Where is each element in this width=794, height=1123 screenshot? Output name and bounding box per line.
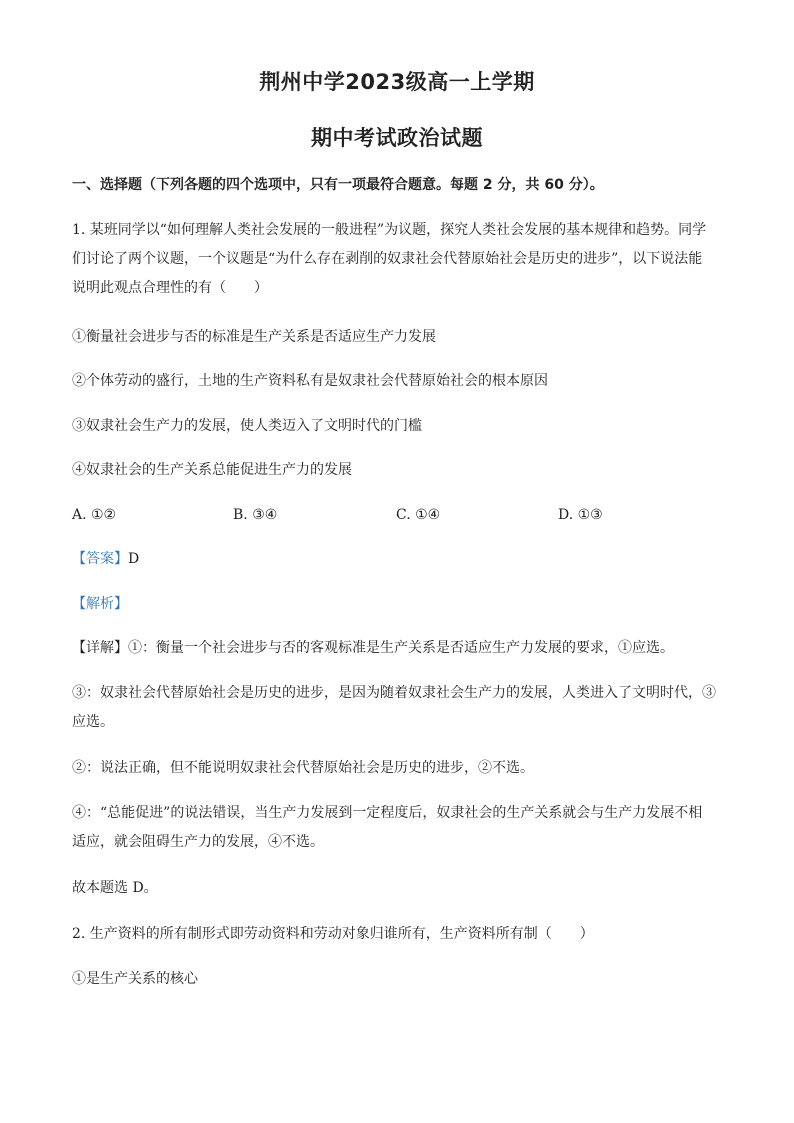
q1-stem-line1: 1. 某班同学以“如何理解人类社会发展的一般进程”为议题，探究人类社会发展的基本规律和趋势。同学 xyxy=(72,222,707,238)
q1-detail-line2a: ③：奴隶社会代替原始社会是历史的进步，是因为随着奴隶社会生产力的发展，人类进入了文明时代，③ xyxy=(72,685,716,701)
q1-option-d: D. ①③ xyxy=(558,507,603,523)
q1-detail-line1 xyxy=(72,634,724,663)
q1-option-b: B. ③④ xyxy=(233,507,278,523)
q2-statement-1: ①是生产关系的核心 xyxy=(72,971,198,987)
analysis-tag: 【解析】 xyxy=(72,596,128,612)
q1-stem-line3: 说明此观点合理性的有（ ） xyxy=(72,280,268,296)
q1-statement-1: ①衡量社会进步与否的标准是生产关系是否适应生产力发展 xyxy=(72,329,436,345)
answer-tag: 【答案】 xyxy=(72,551,128,567)
q1-detail-line3: ②：说法正确，但不能说明奴隶社会代替原始社会是历史的进步，②不选。 xyxy=(72,760,534,776)
q1-option-c: C. ①④ xyxy=(396,507,441,523)
q1-analysis-line xyxy=(72,590,724,619)
q1-detail-line4a: ④：“总能促进”的说法错误，当生产力发展到一定程度后，奴隶社会的生产关系就会与生产力发展不相 xyxy=(72,805,703,821)
q1-statement-4: ④奴隶社会的生产关系总能促进生产力的发展 xyxy=(72,462,352,478)
q1-detail-line2b: 应选。 xyxy=(72,714,114,730)
q1-stem-line2: 们讨论了两个议题，一个议题是“为什么存在剥削的奴隶社会代替原始社会是历史的进步”，以下说法能 xyxy=(72,251,703,267)
page-title-line2: 期中考试政治试题 xyxy=(311,126,483,150)
detail-text-1: ①：衡量一个社会进步与否的客观标准是生产关系是否适应生产力发展的要求，①应选。 xyxy=(128,640,674,656)
q2-stem: 2. 生产资料的所有制形式即劳动资料和劳动对象归谁所有，生产资料所有制（ ） xyxy=(72,926,594,942)
detail-tag: 【详解】 xyxy=(72,640,128,656)
q1-answer-line xyxy=(72,545,724,574)
q1-detail-line4b: 适应，就会阻碍生产力的发展，④不选。 xyxy=(72,834,324,850)
q1-statement-3: ③奴隶社会生产力的发展，使人类迈入了文明时代的门槛 xyxy=(72,418,422,434)
answer-value: D xyxy=(128,551,140,567)
q1-statement-2: ②个体劳动的盛行，土地的生产资料私有是奴隶社会代替原始社会的根本原因 xyxy=(72,373,548,389)
q1-option-a: A. ①② xyxy=(72,507,117,523)
section-heading: 一、选择题（下列各题的四个选项中，只有一项最符合题意。每题 2 分，共 60 分）。 xyxy=(72,177,604,193)
q1-conclusion: 故本题选 D。 xyxy=(72,880,158,896)
page-title-line1: 荆州中学2023级高一上学期 xyxy=(259,70,535,94)
